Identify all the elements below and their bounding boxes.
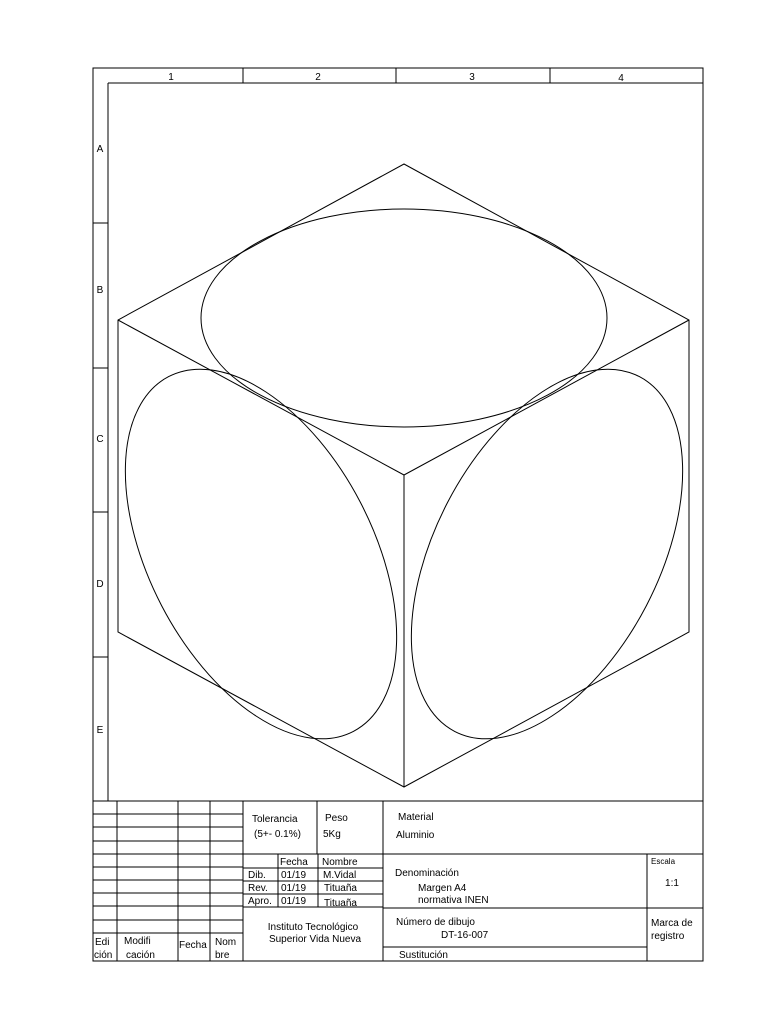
row-label-a: A (96, 144, 104, 155)
marca-line1: Marca de (651, 918, 693, 929)
denominacion-label: Denominación (395, 868, 459, 879)
signoff-name-apro: Tituaña (324, 898, 357, 909)
institute-line1: Instituto Tecnológico (267, 922, 359, 933)
row-label-e: E (96, 725, 104, 736)
row-label-b: B (96, 285, 104, 296)
signoff-role-dib: Dib. (248, 870, 266, 881)
signoff-name-dib: M.Vidal (323, 870, 357, 881)
denominacion-line1: Margen A4 (418, 883, 467, 894)
rev-header-edicion-2: ción (94, 950, 113, 961)
rev-header-fecha: Fecha (179, 940, 207, 951)
peso-value: 5Kg (323, 829, 341, 840)
tolerancia-value: (5+- 0.1%) (254, 829, 301, 840)
title-block (93, 801, 703, 961)
material-label: Material (398, 812, 434, 823)
rev-header-modificacion-2: cación (126, 950, 155, 961)
left-face-ellipse (69, 325, 452, 783)
row-label-c: C (96, 434, 104, 445)
column-label-4: 4 (618, 73, 624, 84)
tolerancia-label: Tolerancia (252, 814, 298, 825)
signoff-name-rev: Tituaña (324, 883, 357, 894)
signoff-date-dib: 01/19 (281, 870, 307, 881)
material-value: Aluminio (396, 830, 435, 841)
peso-label: Peso (325, 813, 348, 824)
institute-line2: Superior Vida Nueva (268, 934, 362, 945)
signoff-date-apro: 01/19 (281, 896, 307, 907)
isometric-cube (69, 164, 738, 787)
nombre-header: Nombre (322, 857, 358, 868)
column-label-3: 3 (469, 72, 475, 83)
cube-edge-left (118, 320, 404, 475)
numero-value: DT-16-007 (441, 930, 489, 941)
right-face-ellipse (355, 325, 738, 783)
signoff-role-rev: Rev. (248, 883, 268, 894)
signoff-date-rev: 01/19 (281, 883, 307, 894)
row-label-d: D (96, 579, 104, 590)
sustitucion-label: Sustitución (399, 950, 448, 961)
column-label-2: 2 (315, 72, 321, 83)
rev-header-nombre-1: Nom (215, 937, 237, 948)
fecha-header: Fecha (280, 857, 308, 868)
rev-header-nombre-2: bre (215, 950, 230, 961)
signoff-role-apro: Apro. (248, 896, 272, 907)
marca-line2: registro (651, 931, 685, 942)
numero-label: Número de dibujo (396, 917, 475, 928)
cube-edge-right (404, 320, 689, 475)
column-grid (243, 68, 550, 83)
column-label-1: 1 (168, 72, 174, 83)
escala-value: 1:1 (665, 878, 679, 889)
escala-label: Escala (651, 857, 676, 866)
rev-header-modificacion-1: Modifi (124, 936, 151, 947)
denominacion-line2: normativa INEN (418, 895, 489, 906)
rev-header-edicion-1: Edi (95, 937, 110, 948)
